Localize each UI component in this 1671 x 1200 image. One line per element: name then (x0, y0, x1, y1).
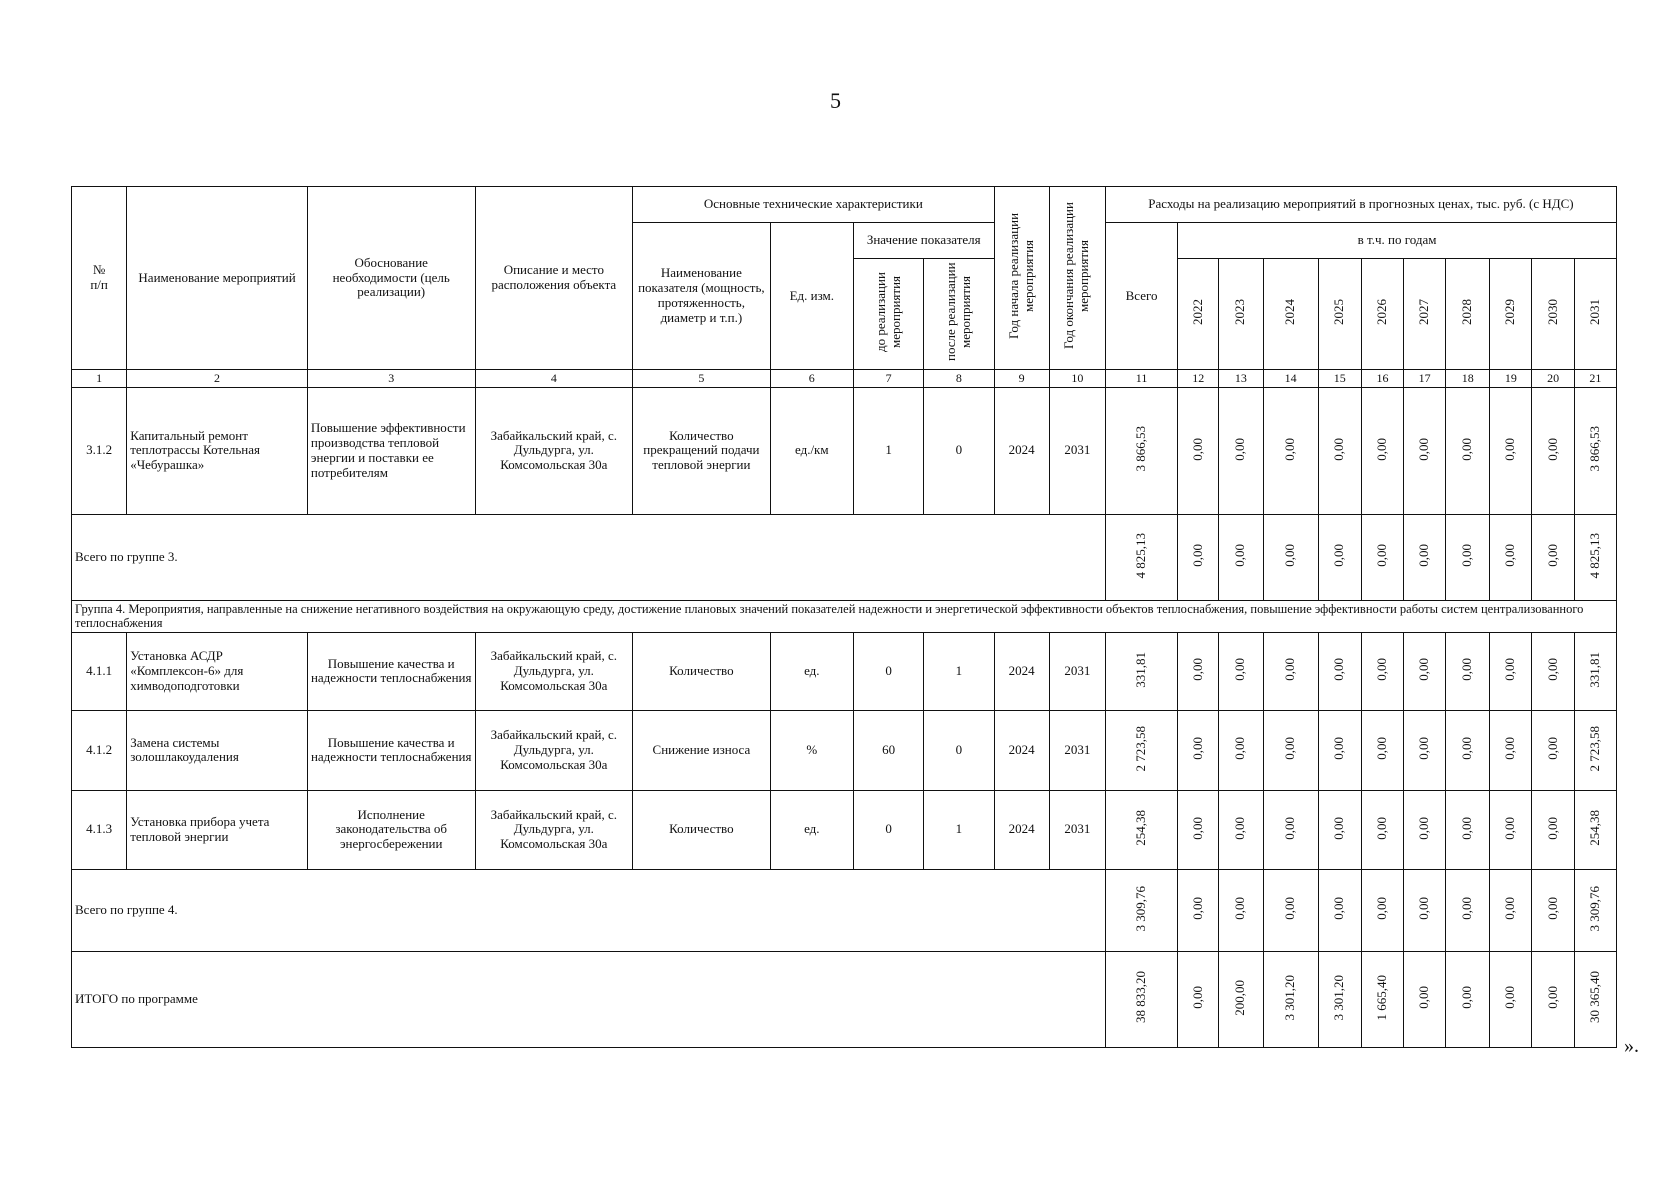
row-year-value-cell (1446, 951, 1490, 1047)
row-year-start: 2024 (994, 387, 1049, 514)
row-year-value: 3 866,53 (1586, 426, 1602, 472)
row-year-value-cell (1361, 514, 1403, 600)
group-title-row (72, 600, 1617, 632)
column-number-row (72, 369, 1617, 387)
column-number: 6 (770, 369, 853, 387)
row-year-value-cell (1446, 632, 1490, 710)
header-year-cell (1219, 259, 1263, 370)
row-year-value: 0,00 (1189, 437, 1205, 461)
header-after: после реализации мероприятия (942, 262, 973, 362)
row-year-value: 200,00 (1232, 979, 1248, 1016)
column-number: 13 (1219, 369, 1263, 387)
row-year-value: 0,00 (1373, 544, 1389, 567)
row-year-value-cell (1574, 951, 1616, 1047)
row-year-value: 0,00 (1232, 544, 1248, 567)
row-num: 4.1.1 (72, 632, 127, 710)
header-tech-group: Основные технические характеристики (633, 187, 994, 223)
row-name: Установка прибора учета тепловой энергии (127, 790, 308, 869)
row-year-end: 2031 (1049, 710, 1105, 790)
row-year-value: 0,00 (1502, 437, 1518, 461)
row-unit: ед./км (770, 387, 853, 514)
row-year-value: 0,00 (1502, 816, 1518, 840)
row-year-value: 0,00 (1416, 737, 1432, 760)
row-year-value-cell (1490, 710, 1532, 790)
row-total-cell (1105, 790, 1177, 869)
row-year-value-cell (1318, 790, 1361, 869)
header-year: 2028 (1459, 299, 1475, 325)
header-indicator-name: Наименование показателя (мощность, протяженность, диаметр и т.п.) (633, 223, 771, 370)
row-year-value: 0,00 (1232, 737, 1248, 760)
row-year-value: 0,00 (1502, 658, 1518, 681)
column-number: 4 (475, 369, 633, 387)
row-year-value-cell (1178, 387, 1219, 514)
row-year-value-cell (1361, 632, 1403, 710)
row-location: Забайкальский край, с. Дульдурга, ул. Комсомольская 30а (475, 790, 633, 869)
page-number: 5 (830, 88, 841, 113)
header-costs: Расходы на реализацию мероприятий в прогнозных ценах, тыс. руб. (с НДС) (1105, 187, 1616, 223)
subtotal-label: Всего по группе 4. (72, 869, 1106, 951)
table-row (72, 387, 1617, 514)
row-year-value-cell (1178, 951, 1219, 1047)
row-before: 1 (853, 387, 923, 514)
row-year-value-cell (1532, 951, 1574, 1047)
row-year-value: 0,00 (1459, 544, 1475, 567)
row-year-value: 0,00 (1459, 816, 1475, 840)
row-year-value-cell (1404, 951, 1446, 1047)
header-year: 2030 (1544, 299, 1560, 325)
row-year-value: 0,00 (1502, 737, 1518, 760)
row-year-value-cell (1574, 387, 1616, 514)
row-year-value: 0,00 (1502, 544, 1518, 567)
header-unit: Ед. изм. (770, 223, 853, 370)
row-year-value-cell (1318, 632, 1361, 710)
row-year-value: 0,00 (1544, 437, 1560, 461)
row-year-value-cell (1219, 869, 1263, 951)
row-year-value-cell (1318, 387, 1361, 514)
header-year-cell (1361, 259, 1403, 370)
subtotal-row (72, 514, 1617, 600)
row-year-value: 0,00 (1373, 816, 1389, 840)
row-justification: Повышение качества и надежности теплоснабжения (307, 710, 475, 790)
row-year-value-cell (1361, 387, 1403, 514)
row-year-value-cell (1318, 869, 1361, 951)
row-unit: ед. (770, 632, 853, 710)
row-year-value: 3 301,20 (1282, 974, 1298, 1021)
measures-table (71, 186, 1617, 1048)
header-value-group: Значение показателя (853, 223, 994, 259)
row-year-value-cell (1490, 387, 1532, 514)
row-year-value: 0,00 (1331, 897, 1347, 920)
row-year-value-cell (1490, 951, 1532, 1047)
row-justification: Повышение эффективности производства тепловой энергии и поставки ее потребителям (307, 387, 475, 514)
row-year-value-cell (1532, 790, 1574, 869)
row-year-value-cell (1219, 951, 1263, 1047)
table-row (72, 710, 1617, 790)
row-year-value-cell (1361, 790, 1403, 869)
row-year-value: 0,00 (1189, 986, 1205, 1009)
row-year-start: 2024 (994, 790, 1049, 869)
row-before: 0 (853, 632, 923, 710)
row-year-value-cell (1574, 632, 1616, 710)
row-year-value: 0,00 (1331, 658, 1347, 681)
row-year-end: 2031 (1049, 387, 1105, 514)
row-location: Забайкальский край, с. Дульдурга, ул. Комсомольская 30а (475, 632, 633, 710)
row-unit: % (770, 710, 853, 790)
row-name: Установка АСДР «Комплексон-6» для химводоподготовки (127, 632, 308, 710)
row-year-value: 0,00 (1282, 897, 1298, 920)
row-year-value: 0,00 (1416, 897, 1432, 920)
header-after-cell (924, 259, 994, 370)
row-name: Капитальный ремонт теплотрассы Котельная «Чебурашка» (127, 387, 308, 514)
row-total-cell (1105, 951, 1177, 1047)
column-number: 12 (1178, 369, 1219, 387)
row-year-value-cell (1532, 869, 1574, 951)
row-before: 0 (853, 790, 923, 869)
row-total: 331,81 (1133, 651, 1149, 688)
row-year-value: 0,00 (1331, 437, 1347, 461)
row-year-value-cell (1532, 387, 1574, 514)
row-year-value-cell (1219, 710, 1263, 790)
row-year-value: 0,00 (1544, 544, 1560, 567)
row-year-value-cell (1219, 514, 1263, 600)
row-year-value-cell (1318, 951, 1361, 1047)
group-4-title: Группа 4. Мероприятия, направленные на снижение негативного воздействия на окружающую среду, достижение плановых значений показателей надежности и энергетической эффективности объектов теплоснабжения, повышение эффективности работы систем централизованного теплоснабжения (72, 600, 1617, 632)
header-year-cell (1574, 259, 1616, 370)
closing-quote: ». (1624, 1035, 1639, 1057)
header-justification: Обоснование необходимости (цель реализации) (307, 187, 475, 370)
header-before-cell (853, 259, 923, 370)
row-year-value: 0,00 (1232, 437, 1248, 461)
row-total: 254,38 (1133, 810, 1149, 846)
row-year-value: 0,00 (1459, 897, 1475, 920)
row-total: 3 309,76 (1133, 885, 1149, 932)
row-year-value-cell (1219, 632, 1263, 710)
table-row (72, 790, 1617, 869)
row-year-value-cell (1490, 869, 1532, 951)
row-after: 0 (924, 387, 994, 514)
header-row-1 (72, 187, 1617, 223)
header-year-cell (1446, 259, 1490, 370)
header-year-end-cell (1049, 187, 1105, 370)
row-year-value-cell (1446, 790, 1490, 869)
row-unit: ед. (770, 790, 853, 869)
row-indicator: Количество (633, 632, 771, 710)
row-year-value-cell (1490, 790, 1532, 869)
row-year-value-cell (1574, 710, 1616, 790)
row-location: Забайкальский край, с. Дульдурга, ул. Комсомольская 30а (475, 710, 633, 790)
column-number: 19 (1490, 369, 1532, 387)
row-num: 3.1.2 (72, 387, 127, 514)
row-year-value: 0,00 (1282, 544, 1298, 567)
row-year-value-cell (1446, 869, 1490, 951)
column-number: 1 (72, 369, 127, 387)
row-num: 4.1.3 (72, 790, 127, 869)
row-year-value-cell (1263, 951, 1318, 1047)
row-year-value: 0,00 (1189, 658, 1205, 681)
row-year-value-cell (1574, 790, 1616, 869)
row-year-value-cell (1178, 790, 1219, 869)
row-total-cell (1105, 387, 1177, 514)
column-number: 7 (853, 369, 923, 387)
row-year-value: 0,00 (1459, 986, 1475, 1009)
row-after: 0 (924, 710, 994, 790)
row-year-value: 0,00 (1189, 897, 1205, 920)
header-year-cell (1490, 259, 1532, 370)
column-number: 16 (1361, 369, 1403, 387)
row-year-value: 0,00 (1459, 658, 1475, 681)
row-year-value: 0,00 (1282, 816, 1298, 840)
row-year-value: 0,00 (1232, 897, 1248, 920)
row-year-value: 0,00 (1416, 544, 1432, 567)
row-after: 1 (924, 790, 994, 869)
row-location: Забайкальский край, с. Дульдурга, ул. Комсомольская 30а (475, 387, 633, 514)
column-number: 8 (924, 369, 994, 387)
header-year: 2027 (1416, 299, 1432, 325)
row-year-value: 0,00 (1282, 737, 1298, 760)
column-number: 21 (1574, 369, 1616, 387)
header-year: 2025 (1331, 299, 1347, 325)
row-year-value-cell (1446, 514, 1490, 600)
row-year-value-cell (1318, 710, 1361, 790)
row-year-value-cell (1318, 514, 1361, 600)
row-year-value-cell (1219, 387, 1263, 514)
row-total-cell (1105, 632, 1177, 710)
column-number: 20 (1532, 369, 1574, 387)
row-year-value: 0,00 (1232, 658, 1248, 681)
row-year-value-cell (1532, 710, 1574, 790)
row-year-value-cell (1263, 632, 1318, 710)
row-year-value: 2 723,58 (1586, 725, 1602, 772)
header-by-years: в т.ч. по годам (1178, 223, 1617, 259)
row-year-value: 254,38 (1586, 810, 1602, 846)
row-year-value: 0,00 (1459, 737, 1475, 760)
row-year-value: 0,00 (1232, 816, 1248, 840)
row-year-value-cell (1263, 710, 1318, 790)
header-year-start-cell (994, 187, 1049, 370)
row-year-start: 2024 (994, 710, 1049, 790)
header-year: 2024 (1282, 299, 1298, 325)
header-year-cell (1532, 259, 1574, 370)
row-year-value: 0,00 (1544, 986, 1560, 1009)
row-year-value: 0,00 (1189, 544, 1205, 567)
column-number: 3 (307, 369, 475, 387)
row-year-value: 0,00 (1416, 816, 1432, 840)
row-year-value-cell (1446, 387, 1490, 514)
row-year-value: 30 365,40 (1586, 971, 1602, 1024)
row-total-cell (1105, 710, 1177, 790)
header-year-cell (1404, 259, 1446, 370)
header-year-cell (1318, 259, 1361, 370)
row-year-value: 0,00 (1282, 437, 1298, 461)
row-year-value: 0,00 (1373, 737, 1389, 760)
row-year-value: 331,81 (1586, 651, 1602, 688)
grand-total-row (72, 951, 1617, 1047)
row-year-value: 0,00 (1502, 986, 1518, 1009)
header-year: 2029 (1502, 299, 1518, 325)
row-year-value: 0,00 (1416, 658, 1432, 681)
header-year-end: Год окончания реализации мероприятия (1061, 202, 1092, 350)
row-year-value: 0,00 (1416, 986, 1432, 1009)
header-year-cell (1178, 259, 1219, 370)
row-year-value-cell (1404, 632, 1446, 710)
header-name: Наименование мероприятий (127, 187, 308, 370)
row-total: 3 866,53 (1133, 426, 1149, 472)
row-total: 38 833,20 (1133, 971, 1149, 1024)
column-number: 5 (633, 369, 771, 387)
row-year-value-cell (1574, 869, 1616, 951)
row-year-value-cell (1263, 790, 1318, 869)
row-year-value-cell (1219, 790, 1263, 869)
header-before: до реализации мероприятия (872, 272, 903, 352)
row-year-value: 0,00 (1502, 897, 1518, 920)
row-year-value: 0,00 (1331, 816, 1347, 840)
row-year-value: 1 665,40 (1373, 974, 1389, 1021)
column-number: 2 (127, 369, 308, 387)
row-year-value-cell (1361, 951, 1403, 1047)
column-number: 11 (1105, 369, 1177, 387)
row-year-value-cell (1404, 387, 1446, 514)
table-row (72, 632, 1617, 710)
column-number: 17 (1404, 369, 1446, 387)
row-year-value-cell (1178, 710, 1219, 790)
row-justification: Повышение качества и надежности теплоснабжения (307, 632, 475, 710)
row-year-value: 0,00 (1189, 737, 1205, 760)
row-year-value-cell (1263, 514, 1318, 600)
row-total-cell (1105, 514, 1177, 600)
header-location: Описание и место расположения объекта (475, 187, 633, 370)
row-year-value: 0,00 (1373, 897, 1389, 920)
row-year-value-cell (1490, 632, 1532, 710)
column-number: 15 (1318, 369, 1361, 387)
row-year-value-cell (1263, 869, 1318, 951)
row-year-value: 3 309,76 (1586, 885, 1602, 932)
row-year-end: 2031 (1049, 632, 1105, 710)
row-year-value-cell (1361, 710, 1403, 790)
row-year-value: 0,00 (1416, 437, 1432, 461)
header-year: 2026 (1373, 299, 1389, 325)
row-year-value-cell (1404, 514, 1446, 600)
header-year: 2023 (1232, 299, 1248, 325)
row-year-value-cell (1574, 514, 1616, 600)
row-year-value: 0,00 (1544, 897, 1560, 920)
row-year-value-cell (1178, 514, 1219, 600)
row-name: Замена системы золошлакоудаления (127, 710, 308, 790)
row-indicator: Количество прекращений подачи тепловой энергии (633, 387, 771, 514)
header-year: 2022 (1189, 299, 1205, 325)
row-year-value: 4 825,13 (1586, 532, 1602, 579)
row-year-value: 3 301,20 (1331, 974, 1347, 1021)
row-year-end: 2031 (1049, 790, 1105, 869)
row-total-cell (1105, 869, 1177, 951)
row-year-value-cell (1490, 514, 1532, 600)
row-year-value-cell (1178, 869, 1219, 951)
row-year-value: 0,00 (1282, 658, 1298, 681)
row-year-value: 0,00 (1459, 437, 1475, 461)
row-year-value-cell (1446, 710, 1490, 790)
row-year-value-cell (1361, 869, 1403, 951)
row-year-value: 0,00 (1189, 816, 1205, 840)
row-before: 60 (853, 710, 923, 790)
header-year-cell (1263, 259, 1318, 370)
row-indicator: Количество (633, 790, 771, 869)
row-after: 1 (924, 632, 994, 710)
row-year-value: 0,00 (1331, 737, 1347, 760)
row-year-value: 0,00 (1544, 737, 1560, 760)
row-num: 4.1.2 (72, 710, 127, 790)
row-year-value: 0,00 (1331, 544, 1347, 567)
header-year: 2031 (1586, 299, 1602, 325)
row-year-value-cell (1404, 869, 1446, 951)
column-number: 10 (1049, 369, 1105, 387)
grand-total-label: ИТОГО по программе (72, 951, 1106, 1047)
row-indicator: Снижение износа (633, 710, 771, 790)
subtotal-label: Всего по группе 3. (72, 514, 1106, 600)
header-total: Всего (1105, 223, 1177, 370)
row-year-value-cell (1532, 514, 1574, 600)
row-year-value-cell (1178, 632, 1219, 710)
row-year-value: 0,00 (1373, 437, 1389, 461)
row-year-value-cell (1263, 387, 1318, 514)
row-year-value-cell (1404, 790, 1446, 869)
row-year-value-cell (1404, 710, 1446, 790)
row-year-value: 0,00 (1544, 658, 1560, 681)
row-year-value-cell (1532, 632, 1574, 710)
row-total: 2 723,58 (1133, 725, 1149, 772)
row-year-value: 0,00 (1373, 658, 1389, 681)
column-number: 14 (1263, 369, 1318, 387)
row-year-start: 2024 (994, 632, 1049, 710)
header-num: № п/п (72, 187, 127, 370)
header-year-start: Год начала реализации мероприятия (1005, 212, 1036, 340)
row-justification: Исполнение законодательства об энергосбережении (307, 790, 475, 869)
row-total: 4 825,13 (1133, 532, 1149, 579)
column-number: 9 (994, 369, 1049, 387)
column-number: 18 (1446, 369, 1490, 387)
row-year-value: 0,00 (1544, 816, 1560, 840)
subtotal-row (72, 869, 1617, 951)
